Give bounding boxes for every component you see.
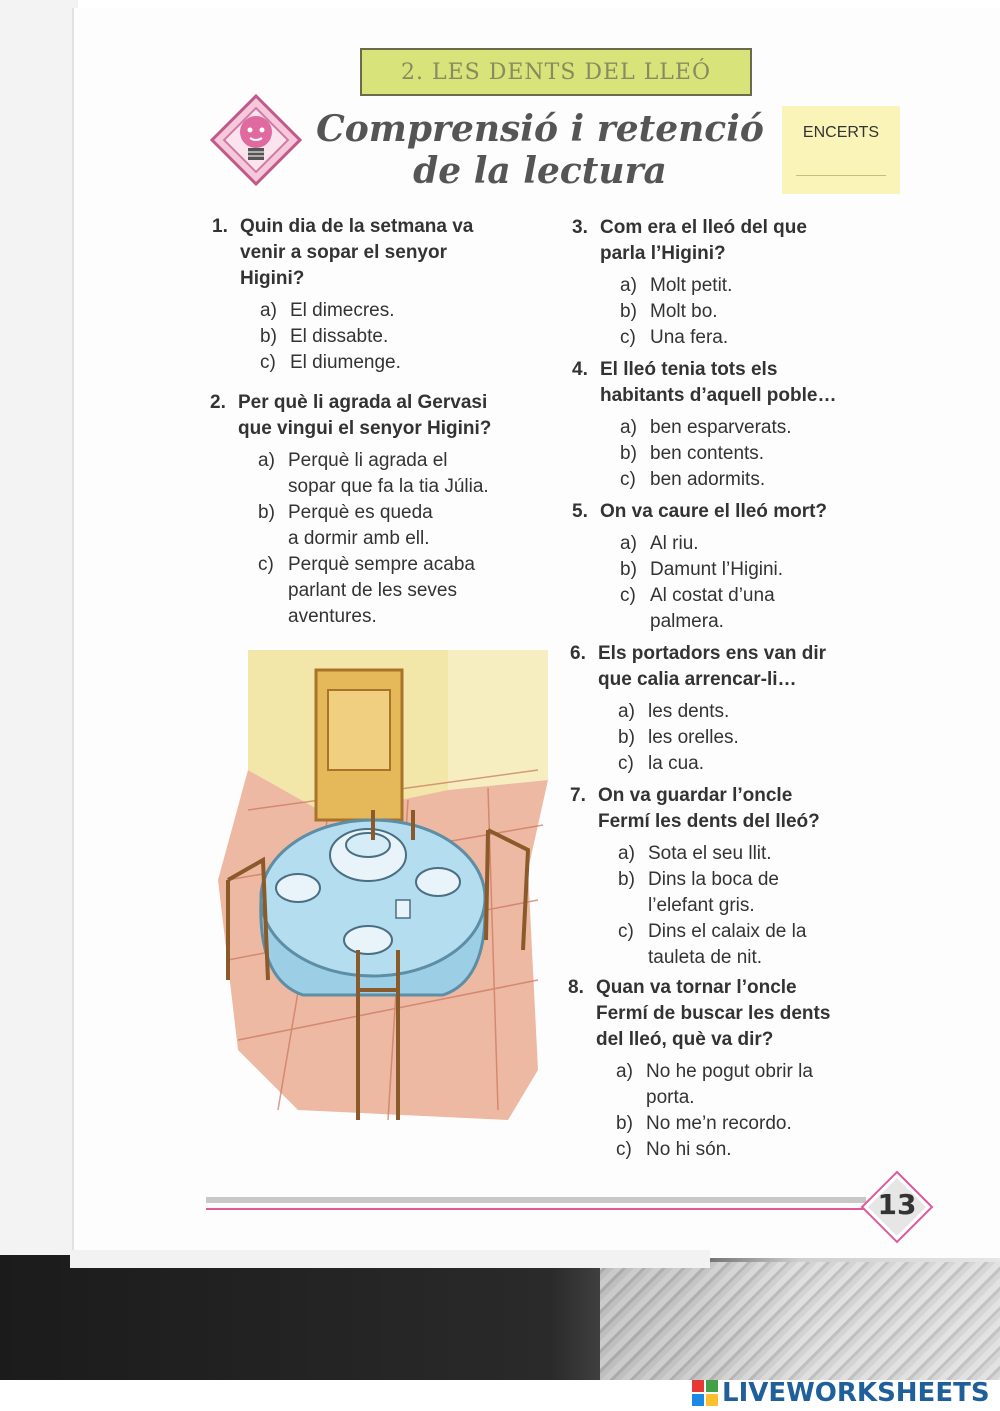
option-text: El diumenge.	[290, 352, 401, 373]
option-c[interactable]	[620, 325, 902, 351]
dinner-table-illustration	[208, 650, 548, 1150]
option-text: El dissabte.	[290, 326, 389, 347]
option-text: ben esparverats.	[650, 417, 792, 438]
option-c[interactable]	[258, 552, 550, 630]
option-text: la cua.	[648, 753, 704, 774]
option-text: No he pogut obrir la porta.	[646, 1061, 813, 1108]
chapter-banner	[360, 48, 752, 96]
question-1	[212, 214, 542, 376]
option-letter: c)	[620, 585, 636, 606]
option-letter: a)	[618, 701, 635, 722]
option-letter: a)	[260, 300, 277, 321]
option-c[interactable]	[616, 1137, 908, 1163]
option-letter: a)	[620, 275, 637, 296]
option-b[interactable]	[616, 1111, 908, 1137]
title-line-2: de la lectura	[413, 150, 667, 192]
page-number-badge	[860, 1170, 934, 1244]
option-b[interactable]	[618, 867, 900, 919]
option-c[interactable]	[618, 919, 900, 971]
question-text: Com era el lleó del que parla l’Higini?	[600, 217, 807, 264]
option-b[interactable]	[620, 557, 902, 583]
option-text: Molt bo.	[650, 301, 718, 322]
option-text: Perquè es queda a dormir amb ell.	[288, 502, 433, 549]
option-text: El dimecres.	[290, 300, 395, 321]
option-letter: b)	[618, 869, 635, 890]
question-number: 5.	[572, 501, 588, 522]
question-text: Per què li agrada al Gervasi que vingui el senyor Higini?	[238, 392, 492, 439]
option-a[interactable]	[618, 699, 900, 725]
question-6	[570, 641, 900, 777]
option-b[interactable]	[258, 500, 550, 552]
option-letter: b)	[616, 1113, 633, 1134]
option-letter: a)	[258, 450, 275, 471]
option-text: Molt petit.	[650, 275, 733, 296]
score-answer-line	[796, 175, 886, 176]
question-text: Els portadors ens van dir que calia arrencar-li…	[598, 643, 827, 690]
scan-margin	[0, 0, 78, 1300]
option-a[interactable]	[620, 415, 902, 441]
option-letter: b)	[258, 502, 275, 523]
question-number: 4.	[572, 359, 588, 380]
page-edge	[70, 1250, 710, 1268]
option-b[interactable]	[620, 299, 902, 325]
option-text: Dins la boca de l’elefant gris.	[648, 869, 779, 916]
option-c[interactable]	[260, 350, 542, 376]
question-text: On va caure el lleó mort?	[600, 501, 828, 522]
option-letter: a)	[618, 843, 635, 864]
question-number: 7.	[570, 785, 586, 806]
option-letter: a)	[620, 417, 637, 438]
question-number: 6.	[570, 643, 586, 664]
option-letter: c)	[616, 1139, 632, 1160]
liveworksheets-logo-icon	[692, 1380, 718, 1406]
option-letter: c)	[260, 352, 276, 373]
question-number: 2.	[210, 392, 226, 413]
option-c[interactable]	[620, 583, 902, 635]
option-letter: b)	[620, 301, 637, 322]
question-2	[210, 390, 550, 630]
option-a[interactable]	[618, 841, 900, 867]
question-5	[572, 499, 902, 635]
option-text: Sota el seu llit.	[648, 843, 772, 864]
option-c[interactable]	[618, 751, 900, 777]
option-c[interactable]	[620, 467, 902, 493]
option-text: ben adormits.	[650, 469, 766, 490]
question-4	[572, 357, 902, 493]
footer-rule	[206, 1196, 866, 1214]
option-text: ben contents.	[650, 443, 765, 464]
option-letter: b)	[260, 326, 277, 347]
option-text: No hi són.	[646, 1139, 732, 1160]
option-a[interactable]	[620, 273, 902, 299]
question-number: 1.	[212, 216, 228, 237]
option-text: Al costat d’una palmera.	[650, 585, 775, 632]
question-7	[570, 783, 900, 971]
option-letter: b)	[620, 559, 637, 580]
question-text: Quan va tornar l’oncle Fermí de buscar les dents del lleó, què va dir?	[596, 977, 831, 1050]
score-box	[782, 106, 900, 194]
title-line-1: Comprensió i retenció	[316, 108, 764, 150]
option-text: Dins el calaix de la tauleta de nit.	[648, 921, 807, 968]
option-letter: c)	[620, 327, 636, 348]
question-8	[568, 975, 908, 1163]
option-letter: b)	[620, 443, 637, 464]
option-letter: c)	[258, 554, 274, 575]
page-title	[300, 108, 780, 192]
question-text: Quin dia de la setmana va venir a sopar el senyor Higini?	[240, 216, 474, 289]
option-letter: b)	[618, 727, 635, 748]
option-letter: c)	[618, 753, 634, 774]
option-letter: c)	[618, 921, 634, 942]
option-text: Perquè sempre acaba parlant de les seves aventures.	[288, 554, 475, 627]
option-text: Damunt l’Higini.	[650, 559, 784, 580]
option-text: No me’n recordo.	[646, 1113, 792, 1134]
option-a[interactable]	[620, 531, 902, 557]
question-number: 8.	[568, 977, 584, 998]
liveworksheets-watermark	[692, 1376, 992, 1410]
option-text: Al riu.	[650, 533, 699, 554]
question-text: El lleó tenia tots els habitants d’aquell poble…	[600, 359, 837, 406]
option-text: Una fera.	[650, 327, 729, 348]
option-text: les dents.	[648, 701, 730, 722]
option-a[interactable]	[258, 448, 550, 500]
option-letter: c)	[620, 469, 636, 490]
question-number: 3.	[572, 217, 588, 238]
question-text: On va guardar l’oncle Fermí les dents del lleó?	[598, 785, 820, 832]
option-text: Perquè li agrada el sopar que fa la tia Júlia.	[288, 450, 489, 497]
scan-fabric	[600, 1262, 1000, 1380]
option-b[interactable]	[620, 441, 902, 467]
option-text: les orelles.	[648, 727, 739, 748]
question-3	[572, 215, 902, 351]
option-a[interactable]	[616, 1059, 908, 1111]
score-label: ENCERTS	[802, 124, 880, 141]
option-b[interactable]	[618, 725, 900, 751]
lightbulb-icon	[208, 92, 304, 188]
option-letter: a)	[616, 1061, 633, 1082]
watermark-text: LIVEWORKSHEETS	[722, 1378, 990, 1408]
chapter-title: 2. LES DENTS DEL LLEÓ	[400, 59, 712, 85]
option-letter: a)	[620, 533, 637, 554]
page-number: 13	[877, 1188, 917, 1221]
option-b[interactable]	[260, 324, 542, 350]
option-a[interactable]	[260, 298, 542, 324]
